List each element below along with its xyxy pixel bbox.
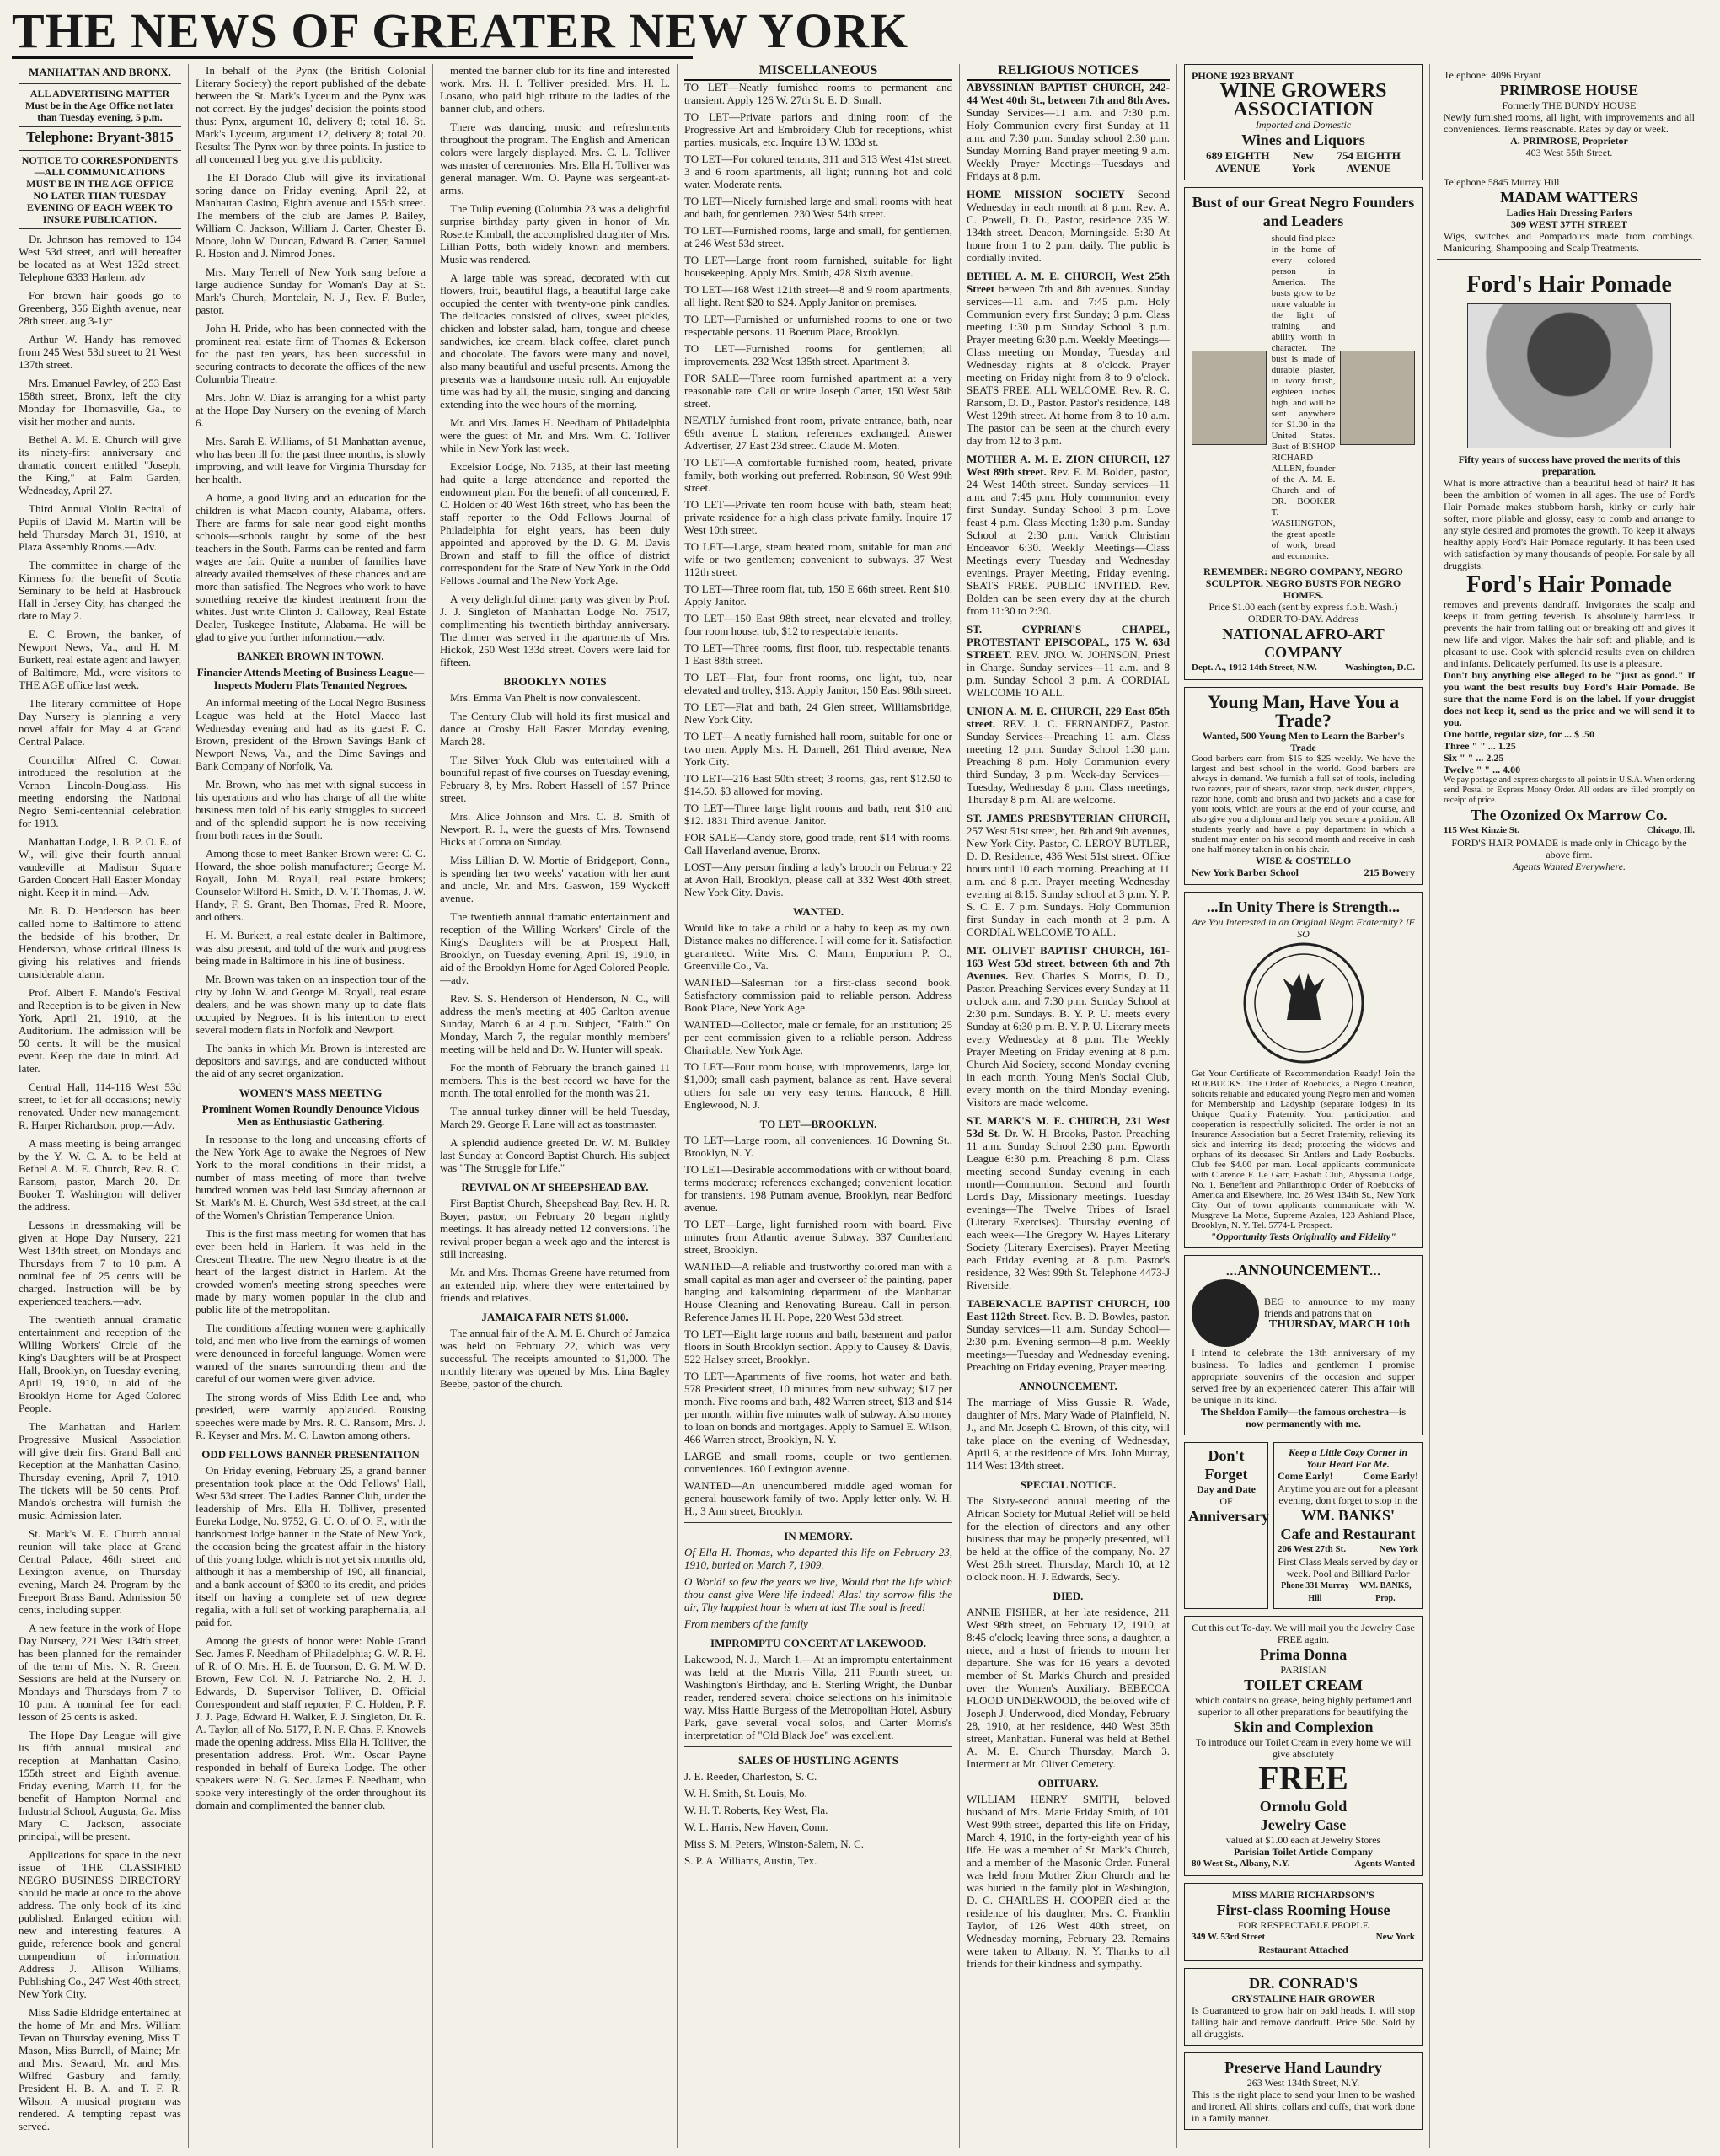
classified-ad: FOR SALE—Candy store, good trade, rent $14 with rooms. Call Haverland avenue, Bronx. bbox=[684, 831, 952, 856]
classified-ad: TO LET—150 East 98th street, near elevated and trolley, four room house, tub, $12 to respectable tenants. bbox=[684, 612, 952, 637]
prima-donna-ad: Cut this out To-day. We will mail you the Jewelry Case FREE again. Prima Donna PARISIAN TOILET CREAM which contains no grease, being highly perfumed and superior to all other preparations for beautifying the Skin and Complexion To introduce our Toilet Cream in every home we will give absolutely FREE Ormolu Gold Jewelry Case valued at $1.00 each at Jewelry Stores Parisian Toilet Article Company 80 West St., Albany, N.Y. Agents Wanted bbox=[1184, 1616, 1423, 1876]
news-brief: The Tulip evening (Columbia 23 was a delightful surprise birthday party given in honor of Mr. Rosette Kimball, the accomplished daughter of Mrs. Lillian Potts, both widely known and members. Music was rendered. bbox=[440, 202, 670, 265]
column-4-classifieds bbox=[678, 64, 960, 2148]
impromptu-text: Lakewood, N. J., March 1.—At an impromptu entertainment was held at the Morris Villa, 211 Fourth street, on Washington's Birthday, and E. Sterling Wright, the Dunbar reader, rendered several choice selections on his inimitable way. Miss Hattie Burgess of the Metropolitan Hotel, Asbury Park, gave several vocal solos, and Carter Morris's interpretation of "Old Black Joe" was excellent. bbox=[684, 1653, 952, 1741]
jamaica-article bbox=[440, 1327, 670, 1390]
news-brief: For brown hair goods go to Greenberg, 356 Eighth avenue, near 28th street. aug 3-1yr bbox=[19, 289, 181, 327]
roebuck-seal-icon bbox=[1240, 940, 1367, 1066]
article-head: BANKER BROWN IN TOWN. bbox=[237, 650, 384, 662]
news-brief: Mrs. John W. Diaz is arranging for a whist party at the Hope Day Nursery on the evening of March 6. bbox=[196, 391, 426, 429]
article-subhead: Financier Attends Meeting of Business League—Inspects Modern Flats Tenanted Negroes. bbox=[196, 666, 425, 691]
news-brief: The annual turkey dinner will be held Tuesday, March 29. George F. Lane will act as toastmaster. bbox=[440, 1105, 670, 1130]
church-listing bbox=[967, 623, 1170, 699]
brooklyn-ad: WANTED—A reliable and trustworthy colored man with a small capital as man ager and overseer of the painting, paper hanging and kalsomining department of the Manhattan House Cleaning and Renovating Bureau. Call in person. Reference James H. H. Pope, 220 West 53d street. bbox=[684, 1260, 952, 1323]
news-brief: A new feature in the work of Hope Day Nursery, 221 West 134th street, has been planned for the remainder of the term of Mrs. N. R. Green. Sessions are held at the Nursery on Mondays and Thursdays from 7 to 10 p.m. A nominal fee for each lesson of 25 cents is asked. bbox=[19, 1622, 181, 1723]
church-name: MOTHER A. M. E. ZION CHURCH, 127 West 89th street. bbox=[967, 453, 1170, 478]
brooklyn-ad: WANTED—An unencumbered middle aged woman for general housework family of two. Apply letter only. W. H. H., 3 Ann street, Brooklyn. bbox=[684, 1479, 952, 1517]
article-paragraph: The strong words of Miss Edith Lee and, who presided, were warmly applauded. Rousing speeches were made by Mrs. R. C. Ransom, Mrs. J. R. Keyser and Mrs. M. C. Lawton among others. bbox=[196, 1391, 426, 1441]
news-brief: The committee in charge of the Kirmess for the benefit of Scotia Seminary to be held at Hasbrouck Hall in Jersey City, has changed the date to May 2. bbox=[19, 559, 181, 622]
church-name: HOME MISSION SOCIETY bbox=[967, 188, 1138, 201]
news-brief: Miss Sadie Eldridge entertained at the home of Mr. and Mrs. William Tevan on Thursday evening, Miss T. Mason, Miss Burrell, of Maine; Mr. and Mrs. Seward, Mr. and Mrs. Wilfred Gasbury and family, President H. B. A. and T. F. R. Wilson. A musical program was rendered. A tempting repast was served. bbox=[19, 2006, 181, 2132]
classified-ad: LOST—Any person finding a lady's brooch on February 22 at Avon Hall, Brooklyn, please call at 332 West 40th street, New York City. Davis. bbox=[684, 861, 952, 898]
wanted-head: WANTED. bbox=[792, 905, 844, 918]
classified-ad: FOR SALE—Three room furnished apartment at a very reasonable rate. Call or write Joseph Carter, 150 West 58th street. bbox=[684, 372, 952, 410]
revival-head: REVIVAL ON AT SHEEPSHEAD BAY. bbox=[461, 1181, 649, 1193]
article-paragraph: The conditions affecting women were graphically told, and men who live from the earnings of women were denounced in forceful language. Women were warned of the snares surrounding them and the careful of our women were given advice. bbox=[196, 1322, 426, 1385]
agents-head: SALES OF HUSTLING AGENTS bbox=[738, 1754, 898, 1767]
miscellaneous-head: MISCELLANEOUS bbox=[684, 64, 952, 81]
news-brief: For the month of February the branch gained 11 members. This is the best record we have for the month. The total enrolled for the month was 21. bbox=[440, 1061, 670, 1099]
classified-ad: TO LET—Flat, four front rooms, one light, tub, near elevated and trolley, $13. Apply Janitor, 150 East 98th street. bbox=[684, 671, 952, 696]
wanted-ads bbox=[684, 921, 952, 1111]
church-name: BETHEL A. M. E. CHURCH, West 25th Street bbox=[967, 270, 1170, 295]
church-details: Sunday Services—11 a.m. and 7:30 p.m. Holy Communion every first Sunday at 11 a.m. and 7:30 p.m. Sunday school 2:30 p.m. Sunday Morning Band prayer meeting 9 a.m. Weekly Prayer Meetings—Tuesdays and Fridays at 8 p.m. bbox=[967, 106, 1170, 182]
col2-briefs bbox=[196, 64, 426, 643]
news-brief: The Hope Day League will give its fifth annual musical and reception at Manhattan Casino, 155th street and Eighth avenue, Friday evening, March 11, for the benefit of Hampton Normal and Industrial School, Augusta, Ga. Miss Mary C. Jackson, associate principal, will be present. bbox=[19, 1729, 181, 1842]
news-brief: Lessons in dressmaking will be given at Hope Day Nursery, 221 West 134th street, on Mondays and Thursdays from 7 to 10 p.m. A nominal fee of 25 cents will be charged. Instruction will be by experienced teachers.—adv. bbox=[19, 1219, 181, 1307]
column-5-religious bbox=[960, 64, 1177, 2148]
classified-ad: TO LET—A comfortable furnished room, heated, private family, both working out preferred. Robinson, 90 West 99th street. bbox=[684, 456, 952, 494]
classified-ad: TO LET—Furnished rooms, large and small, for gentlemen, at 246 West 53d street. bbox=[684, 224, 952, 249]
church-details: REV. J. C. FERNANDEZ, Pastor. Sunday Services—Preaching 11 a.m. Class meeting 12 p.m. Sunday School 1:30 p.m. Preaching 8 p.m. Holy Communion every third Sunday, 3 p.m. Week-day Services—Tuesday, Wednesday 8 p.m. Class meetings, Thursday 8 p.m. All are welcome. bbox=[967, 717, 1170, 806]
article-paragraph: This is the first mass meeting for women that has ever been held in Harlem. It was held in the Crescent Theatre. The new Negro theatre is at the heart of the largest district in Harlem. At the crowded women's meeting strong speeches were made by many women popular in the club and public life of the metropolitan. bbox=[196, 1227, 426, 1316]
col1-briefs bbox=[19, 233, 181, 2132]
news-brief: Mrs. Emma Van Phelt is now convalescent. bbox=[450, 691, 640, 704]
classified-ad: TO LET—Private parlors and dining room of the Progressive Art and Embroidery Club for receptions, whist parties, musicals, etc. Inquire 13 W. 133d st. bbox=[684, 110, 952, 148]
price-list bbox=[1444, 728, 1695, 775]
obituary-head: OBITUARY. bbox=[1037, 1777, 1099, 1789]
classified-ad: TO LET—168 West 121th street—8 and 9 room apartments, all light. Rent $20 to $24. Apply Janitor on premises. bbox=[684, 283, 952, 308]
news-brief: mented the banner club for its fine and interested work. Mrs. H. I. Tolliver presided. Mrs. H. L. Losano, who paid high tribute to the ladies of the banner club, and others. bbox=[440, 64, 670, 115]
classified-ad: TO LET—Flat and bath, 24 Glen street, Williamsbridge, New York City. bbox=[684, 700, 952, 726]
news-brief: St. Mark's M. E. Church annual reunion will take place at Grand Central Palace, 46th street and Lexington avenue, on Thursday evening, March 24. Program by the Freeport Brass Band. Admission 50 cents, including supper. bbox=[19, 1527, 181, 1616]
church-details: Rev. E. M. Bolden, pastor, 24 West 140th street. Sunday services—11 a.m. and 7:45 p.m. Holy communion every first Sunday. Sunday School 3 p.m. Love feast 4 p.m. Class Meeting 1:30 p.m. Sunday School at 2:30 p.m. Varick Christian Endeavor 6:30. Weekly Meetings—Class Meetings every Tuesday and Wednesday evenings. Prayer Meeting, Friday evening. SEATS FREE. PUBLIC INVITED. Rev. Bolden can be seen every day at the church from 11:30 to 2:30. bbox=[967, 465, 1170, 617]
classified-ad: TO LET—216 East 50th street; 3 rooms, gas, rent $12.50 to $14.50. $3 allowed for moving. bbox=[684, 772, 952, 797]
news-brief: Mrs. Emanuel Pawley, of 253 East 158th street, Bronx, left the city Monday for Thomasville, Ga., to visit her mother and aunts. bbox=[19, 377, 181, 427]
article-head: WOMEN'S MASS MEETING bbox=[238, 1086, 383, 1099]
news-brief: Dr. Johnson has removed to 134 West 53d street, and will hereafter be located as at West 132d street. Telephone 6333 Harlem. adv bbox=[19, 233, 181, 283]
wanted-ad: Would like to take a child or a baby to keep as my own. Distance makes no difference. I will come for it. Satisfaction guaranteed. Write Mrs. C. Mann, Emporium P. O., Greenville Co., Va. bbox=[684, 921, 952, 972]
news-brief: Mr. and Mrs. James H. Needham of Philadelphia were the guest of Mr. and Mrs. Wm. C. Tolliver while in New York last week. bbox=[440, 416, 670, 454]
memory-line: Of Ella H. Thomas, who departed this life on February 23, 1910, buried on March 7, 1909. bbox=[684, 1546, 952, 1571]
news-brief: A mass meeting is being arranged by the Y. W. C. A. to be held at Bethel A. M. E. Church, Rev. R. C. Ransom, pastor, March 20. Dr. Booker T. Washington will deliver the address. bbox=[19, 1137, 181, 1213]
church-listing bbox=[967, 1114, 1170, 1291]
brooklyn-ad: TO LET—Apartments of five rooms, hot water and bath, 578 President street, 10 minutes from new subway; $17 per month. Five rooms and bath, 482 Warren street, $13 and $14 per month, within five minutes walk of subway. Also money to loan on bonds and mortgages. Apply to Samuel E. Wilson, 466 Warren street, Brooklyn, N. Y. bbox=[684, 1370, 952, 1445]
church-listing bbox=[967, 812, 1170, 938]
news-brief: The Manhattan and Harlem Progressive Musical Association will give their first Grand Ball and Reception at the Manhattan Casino, Thursday evening, April 7, 1910. The tickets will be 50 cents. Prof. Mando's orchestra will furnish the music. Admission later. bbox=[19, 1420, 181, 1521]
dont-forget-ad: Don't Forget Day and Date OF Anniversary bbox=[1184, 1442, 1268, 1609]
impromptu-head: IMPROMPTU CONCERT AT LAKEWOOD. bbox=[710, 1637, 926, 1649]
church-details: Second Wednesday in each month at 8 p.m. Rev. A. C. Powell, D. D., Pastor, residence 235 W. 134th street. Deacon, Morningside. 5:30 At home from 1 to 2 p.m. daily. The public is cordially invited. bbox=[967, 188, 1170, 264]
news-brief: The El Dorado Club will give its invitational spring dance on Friday evening, April 22, at Manhattan Casino, Eighth avenue and 155th street. The members of the club are James P. Bailey, William C. Jackson, William J. Carter, Chester B. Moore, John W. Duncan, Edward B. Carter, Samuel R. Hoston and J. Nimrod Jones. bbox=[196, 171, 426, 260]
news-brief: There was dancing, music and refreshments throughout the program. The English and American colors were largely displayed. Mrs. C. L. Tolliver was master of ceremonies. Mrs. Ella H. Tolliver was general manager. Wm. O. Payne was sergeant-at-arms. bbox=[440, 121, 670, 196]
news-brief: E. C. Brown, the banker, of Newport News, Va., and H. M. Burkett, real estate agent and lawyer, of Baltimore, Md., were visitors to THE AGE office last week. bbox=[19, 628, 181, 691]
brooklyn-ad: TO LET—Desirable accommodations with or without board, terms moderate; references exchanged; convenient location for transients. 198 Putnam avenue, Brooklyn, near Bedford avenue. bbox=[684, 1163, 952, 1214]
agent-entry: J. E. Reeder, Charleston, S. C. bbox=[684, 1770, 817, 1783]
wanted-ad: WANTED—Collector, male or female, for an institution; 25 per cent commission given to a reliable person. Address Charitable, New York Age. bbox=[684, 1018, 952, 1056]
article-paragraph: The annual fair of the A. M. E. Church of Jamaica was held on February 22, which was very successful. The receipts amounted to $1,000. The monthly literary was opened by Mrs. Lina Bagley Beebe, pastor of the church. bbox=[440, 1327, 670, 1390]
richardson-ad: MISS MARIE RICHARDSON'S First-class Rooming House FOR RESPECTABLE PEOPLE 349 W. 53rd Street New York Restaurant Attached bbox=[1184, 1883, 1423, 1961]
classified-ad: TO LET—Furnished rooms for gentlemen; all improvements. 232 West 135th street. Apartment 3. bbox=[684, 342, 952, 367]
church-details: Rev. Charles S. Morris, D. D., Pastor. Preaching Services every Sunday at 11 o'clock a.m. and 7:30 p.m. Sunday School at 2:30 p.m. Sundays. B. Y. P. U. meets every Sunday at 6:30 p.m. B. Y. P. U. Literary meets every Wednesday at 8 p.m. The Weekly Prayer Meeting on Friday evening at 8 p.m. Church Aid Society, second Monday evening in each month. Young Men's Social Club, every month on the third Monday evening. Visitors are made welcome. bbox=[967, 969, 1171, 1108]
news-brief: In behalf of the Pynx (the British Colonial Literary Society) the report published of the debate between the St. Mark's Lyceum and the Pynx was not correct. By the judges' decision the points stood thus: Pynx, argument 10, delivery 8; total 18. St. Mark's Lyceum, argument 12, delivery 8; total 20. Results: The Pynx won by three points. In justice to all concerned I beg you give this publicity. bbox=[196, 64, 426, 165]
news-brief: A splendid audience greeted Dr. W. M. Bulkley last Sunday at Concord Baptist Church. His subject was "The Struggle for Life." bbox=[440, 1136, 670, 1174]
article-paragraph: Mr. Brown was taken on an inspection tour of the city by John W. and George M. Royall, real estate dealers, and he was shown many up to date flats occupied by Negroes. It is his intention to erect several modern flats in Norfolk and Newport. bbox=[196, 973, 426, 1036]
classified-ad: TO LET—Neatly furnished rooms to permanent and transient. Apply 126 W. 27th St. E. D. Small. bbox=[684, 81, 952, 106]
obituary-text: WILLIAM HENRY SMITH, beloved husband of Mrs. Marie Friday Smith, of 101 West 99th street, departed this life on Friday, March 4, 1910, in the forty-eighth year of his life. He was a member of St. Mark's Church, and a member of the Masonic Order. Funeral was held from Mother Zion Church and he was buried in the family plot in Washington, D. C. CHARLES H. COOPER died at the residence of his daughter, Mrs. C. Franklin Taylor, of 126 West 40th street, on Wednesday morning, February 23. Remains were taken to Albany, N. Y. Thanks to all friends for their kindness and sympathy. bbox=[967, 1793, 1170, 1970]
news-brief: Mrs. Mary Terrell of New York sang before a large audience Sunday for Woman's Day at St. Mark's Church, Montclair, N. J., Rev. F. Butler, pastor. bbox=[196, 265, 426, 316]
agents-list bbox=[684, 1770, 952, 1867]
classified-ad: TO LET—Three large light rooms and bath, rent $10 and $12. 1831 Third avenue. Janitor. bbox=[684, 802, 952, 827]
news-brief: Mr. B. D. Henderson has been called home to Baltimore to attend the bedside of his brother, Dr. Henderson, whose critical illness is giving his relatives and friends considerable alarm. bbox=[19, 904, 181, 980]
announce-text: The marriage of Miss Gussie R. Wade, daughter of Mrs. Mary Wade of Plainfield, N. J., and Mr. Joseph C. Brown, of this city, will take place on the evening of Wednesday, April 6, at the residence of Mrs. John Murray, 114 West 134th street. bbox=[967, 1396, 1170, 1472]
special-text: The Sixty-second annual meeting of the African Society for Mutual Relief will be held for the election of directors and any other business that may be properly presented, will be held at the office of the company, No. 27 West 26th street, Thursday, March 10, at 12 o'clock noon. H. J. Edwards, Sec'y. bbox=[967, 1494, 1170, 1583]
church-details: 257 West 51st street, bet. 8th and 9th avenues, New York City. Pastor, C. LEROY BUTLER, D. D. Residence, 436 West 51st street. Office hours until 10 each morning. Preaching at 11 a.m. and 8 p.m. Prayer meeting Wednesday evening at 8:15. Sunday school at 3 p.m. Y. P. S. C. E. 7 p.m. Sundays. Holy Communion first Sunday in each month at 3 p.m. A CORDIAL WELCOME TO ALL. bbox=[967, 824, 1170, 938]
price-row: Twelve " " ... 4.00 bbox=[1444, 764, 1521, 775]
died-head: DIED. bbox=[1053, 1590, 1084, 1602]
article-paragraph: Mr. Brown, who has met with signal success in his operations and who has charge of all the white business men told of his early struggles to succeed and of the splendid support he is now receiving from both races in the South. bbox=[196, 778, 426, 841]
classified-ad: NEATLY furnished front room, private entrance, bath, near 69th avenue L station, references exchanged. Answer Advertiser, 27 East 23d street. Claude M. Moten. bbox=[684, 414, 952, 452]
special-head: SPECIAL NOTICE. bbox=[1020, 1478, 1117, 1491]
col3-briefs bbox=[440, 64, 670, 1174]
wanted-ad: TO LET—Four room house, with improvements, large lot, $1,000; small cash payment, balance as rent. Have several others for sale on very easy terms. Hancock, 8 Hill, Englewood, N. J. bbox=[684, 1060, 952, 1111]
advertising-notice: ALL ADVERTISING MATTER Must be in the Age Office not later than Tuesday evening, 5 p.m. bbox=[19, 83, 181, 127]
news-brief: Councillor Alfred C. Cowan introduced the resolution at the Vernon Lincoln-Douglass. His meeting endorsing the National Negro Semi-centennial celebration for 1913. bbox=[19, 754, 181, 829]
memory-text bbox=[684, 1546, 952, 1630]
section-head: BROOKLYN NOTES bbox=[503, 675, 607, 688]
banks-cafe-ad: Keep a Little Cozy Corner in Your Heart For Me. Come Early! Come Early! Anytime you are out for a pleasant evening, don't forget to stop in the WM. BANKS' Cafe and Restaurant 206 West 27th St. New York First Class Meals served by day or week. Pool and Billiard Parlor Phone 331 Murray Hill WM. BANKS, Prop. bbox=[1273, 1442, 1423, 1609]
news-brief: The twentieth annual dramatic entertainment and reception of the Willing Workers' Circle of the King's Daughters will be at Prospect Hall, Brooklyn, on Tuesday evening, April 19, 1910, in aid of the Brooklyn Home for Aged Colored People. bbox=[19, 1313, 181, 1414]
article-paragraph: First Baptist Church, Sheepshead Bay, Rev. H. R. Boyer, pastor, on February 20 began nightly meetings. It has already netted 12 conversions. The revival proper began a week ago and the interest is still increasing. bbox=[440, 1197, 670, 1260]
classified-ad: TO LET—A neatly furnished hall room, suitable for one or two men. Apply Mrs. H. Darnell, 261 Third avenue, New York City. bbox=[684, 730, 952, 768]
article-paragraph: Among the guests of honor were: Noble Grand Sec. James F. Needham of Philadelphia; G. W. R. H. of R. of O. Mrs. H. E. de Toorson, D. G. M. W. D. Brown, Few Col. N. J. Patriarche No. 2, H. J. Edwards, D. Supervisor Tolliver, D. Official Correspondent and staff reporter, F. C. Holden, P. F. J. J. Page, Edward H. Walker, P. J. Singleton, Dr. R. A. Taylor, all of No. 5177, P. N. F. Chas. F. Knowels made the opening address. Miss Ella H. Tolliver, the presentation address. Prof. Wm. Oscar Payne responded in behalf of Eureka Lodge. The other speakers were: N. G. Sec. James F. Needham, who spoke very interestingly of the order throughout its domain and complimented the banner club. bbox=[196, 1634, 426, 1811]
classified-ad: TO LET—Nicely furnished large and small rooms with heat and bath, for gentlemen. 230 West 54th street. bbox=[684, 195, 952, 220]
news-brief: The twentieth annual dramatic entertainment and reception of the Willing Workers' Circle of the King's Daughters will be at Prospect Hall, Brooklyn, on Tuesday evening, April 19, 1910, in aid of the Brooklyn Home for Aged Colored People.—adv. bbox=[440, 910, 670, 986]
agent-entry: W. H. T. Roberts, Key West, Fla. bbox=[684, 1804, 828, 1816]
jamaica-head: JAMAICA FAIR NETS $1,000. bbox=[481, 1311, 629, 1323]
memory-line: O World! so few the years we live, Would that the life which thou canst give Were life indeed! Alas! thy sorrow fills the air, Thy happiest hour is when at last The soul is freed! bbox=[684, 1575, 952, 1613]
news-brief: Mrs. Sarah E. Williams, of 51 Manhattan avenue, who has been ill for the past three months, is slowly improving, and will leave for Virginia Thursday for her health. bbox=[196, 435, 426, 485]
agent-entry: S. P. A. Williams, Austin, Tex. bbox=[684, 1854, 817, 1867]
church-name: UNION A. M. E. CHURCH, 229 East 85th street. bbox=[967, 705, 1170, 730]
price-row: Three " " ... 1.25 bbox=[1444, 740, 1516, 752]
classified-ad: TO LET—Private ten room house with bath, steam heat; private residence for a high class private family. Inquire 17 West 10th street. bbox=[684, 498, 952, 536]
news-brief: Rev. S. S. Henderson of Henderson, N. C., will address the men's meeting at 405 Carlton avenue Sunday, March 6 at 4 p.m. Subject, "Faith." On Monday, March 7, the regular monthly members' meeting will be held and Dr. W. Hunter will speak. bbox=[440, 992, 670, 1055]
classified-ad: TO LET—Large, steam heated room, suitable for man and wife or two gentlemen; convenient to subways. 37 West 112th street. bbox=[684, 540, 952, 578]
church-name: ST. MARK'S M. E. CHURCH, 231 West 53d St. bbox=[967, 1114, 1170, 1140]
unity-ad: ...In Unity There is Strength... Are You Interested in an Original Negro Fraternity? IF SO Get Your Certificate of Recommendation Ready! Join the ROEBUCKS. The Order of Roebucks, a Negro Creation, solicits reliable and educated young Negro men and women for Membership and Ladyship (separate lodges) in its Unique Quality Fraternity. Your participation and cooperation is respectfully solicited. The order is not an Insurance Association but a Secret Fraternity, relieving its sick and interring its dead; protecting the widows and orphans of its deceased Sir Antlers and Lady Roebucks. Club fee $4.00 per man. Local applicants communicate with Clarence F. Le Garr, Hashab Club, Abyssinia Lodge, No. 1, Benefient and Philanthropic Order of Roebucks of America and Elsewhere, Inc. 26 West 134th St., New York City. Out of town applicants communicate with W. Musgrave La Motte, Supreme Azalea, 123 Ashland Place, Brooklyn, N. Y. Tel. 5774-L Prospect. "Opportunity Tests Originality and Fidelity" bbox=[1184, 892, 1423, 1248]
price-row: One bottle, regular size, for ... $ .50 bbox=[1444, 728, 1594, 740]
column-2 bbox=[189, 64, 433, 2148]
news-brief: John H. Pride, who has been connected with the prominent real estate firm of Thomas & Eckerson for the past ten years, has been successful in securing contracts to decorate the offices of the new Columbia Theatre. bbox=[196, 322, 426, 385]
church-name: ABYSSINIAN BAPTIST CHURCH, 242-44 West 40th St., between 7th and 8th Aves. bbox=[967, 81, 1170, 106]
brooklyn-ad: TO LET—Eight large rooms and bath, basement and parlor floors in South Brooklyn section. Apply to Causey & Davis, 522 Halsey street, Brooklyn. bbox=[684, 1327, 952, 1365]
church-listing bbox=[967, 944, 1170, 1108]
bust-ad: Bust of our Great Negro Founders and Leaders should find place in the home of every colored person in America. The busts grow to be more valuable in the light of training and ability worth in character. The bust is made of durable plaster, in ivory finish, eighteen inches high, and will be sent anywhere for $1.00 in the United States. Bust of BISHOP RICHARD ALLEN, founder of the A. M. E. Church and of DR. BOOKER T. WASHINGTON, the great apostle of work, bread and economics. REMEMBER: NEGRO COMPANY, NEGRO SCULPTOR. NEGRO BUSTS FOR NEGRO HOMES. Price $1.00 each (sent by express f.o.b. Wash.) ORDER TO-DAY. Address NATIONAL AFRO-ART COMPANY Dept. A., 1912 14th Street, N.W. Washington, D.C. bbox=[1184, 187, 1423, 680]
telephone-notice: Telephone: Bryant-3815 bbox=[26, 129, 174, 145]
agent-entry: W. H. Smith, St. Louis, Mo. bbox=[684, 1787, 807, 1799]
brooklyn-ad: TO LET—Large room, all conveniences, 16 Downing St., Brooklyn, N. Y. bbox=[684, 1134, 952, 1159]
article-paragraph: An informal meeting of the Local Negro Business League was held at the Hotel Maceo last Wednesday evening and had as its guest F. C. Brown, president of the Brown Savings Bank of Newport News, Va., and the Dime Savings and Bank Company of Norfolk, Va. bbox=[196, 696, 426, 772]
news-brief: The Century Club will hold its first musical and dance at Crosby Hall Easter Monday evening, March 28. bbox=[440, 710, 670, 748]
article-paragraph: Mr. and Mrs. Thomas Greene have returned from an extended trip, where they were entertained by friends and relatives. bbox=[440, 1266, 670, 1304]
church-listing bbox=[967, 81, 1170, 182]
church-name: ST. JAMES PRESBYTERIAN CHURCH, bbox=[967, 812, 1170, 824]
news-brief: The Silver Yock Club was entertained with a bountiful repast of five courses on Tuesday evening, February 8, by Mrs. Robert Hassell of 157 Prince street. bbox=[440, 754, 670, 804]
wine-ad: PHONE 1923 BRYANT WINE GROWERS ASSOCIATION Imported and Domestic Wines and Liquors 689 EIGHTH AVENUE New York 754 EIGHTH AVENUE bbox=[1184, 64, 1423, 180]
news-brief: Mrs. Alice Johnson and Mrs. C. B. Smith of Newport, R. I., were the guests of Mrs. Townsend Hicks at Corona on Sunday. bbox=[440, 810, 670, 848]
conrad-ad: DR. CONRAD'S CRYSTALINE HAIR GROWER Is Guaranteed to grow hair on bald heads. It will stop falling hair and remove dandruff. Price 50c. Sold by all druggists. bbox=[1184, 1968, 1423, 2046]
church-listing bbox=[967, 453, 1170, 617]
news-brief: A large table was spread, decorated with cut flowers, fruit, beautiful flags, a beautiful large cake occupied the center with twenty-one pink candles. The delicacies consisted of olives, sweet pickles, chicken and lobster salad, ham, tongue and cheese sandwiches, ice cream, black coffee, claret punch and chocolate. The favors were many and novel, also many beautiful and useful presents. Among the presents was a handsome music roll. An enjoyable time was had by all, the music, singing and dancing extending into the wee hours of the morning. bbox=[440, 271, 670, 410]
news-brief: The literary committee of Hope Day Nursery is planning a very novel affair for May 4 at Grand Central Palace. bbox=[19, 697, 181, 748]
news-brief: Central Hall, 114-116 West 53d street, to let for all occasions; newly renovated. Under new management. R. Harper Richardson, prop.—Adv. bbox=[19, 1081, 181, 1131]
classified-ad: TO LET—Large front room furnished, suitable for light housekeeping. Apply Mrs. Smith, 428 Sixth avenue. bbox=[684, 254, 952, 279]
dont-forget-row bbox=[1184, 1442, 1423, 1609]
religious-head: RELIGIOUS NOTICES bbox=[967, 64, 1170, 81]
classified-ad: TO LET—Furnished or unfurnished rooms to one or two respectable persons. 11 Boerum Place, Brooklyn. bbox=[684, 313, 952, 338]
church-listing bbox=[967, 1297, 1170, 1373]
memory-line: From members of the family bbox=[684, 1617, 808, 1630]
news-brief: Bethel A. M. E. Church will give its ninety-first anniversary and dramatic concert entitled "Joseph, the King," at Palm Garden, Wednesday, April 27. bbox=[19, 433, 181, 496]
bust-portrait-allen bbox=[1192, 351, 1267, 445]
brooklyn-head: TO LET—BROOKLYN. bbox=[759, 1118, 877, 1130]
announce-head: ANNOUNCEMENT. bbox=[1019, 1380, 1117, 1392]
column-3 bbox=[433, 64, 678, 2148]
article-paragraph: The banks in which Mr. Brown is interested are depositors and savings, and are conducted without the aid of any secret organization. bbox=[196, 1042, 426, 1080]
died-text: ANNIE FISHER, at her late residence, 211 West 98th street, on February 12, 1910, at 8:45 o'clock; leaving three sons, a daughter, a niece, and a host of friends to mourn her departure. She was for 16 years a devoted member of St. Mark's Church and presided over the Women's Auxiliary. BEBECCA FLOOD UNDERWOOD, the beloved wife of Joseph J. Underwood, died Monday, February 28, 1910, at her residence, 440 West 35th street, Manhattan. Funeral was held at Bethel A. M. E. Church Thursday, March 3. Interment at Mt. Olivet Cemetery. bbox=[967, 1606, 1170, 1770]
columns bbox=[12, 64, 1708, 2148]
article-paragraph: Among those to meet Banker Brown were: C. C. Howard, the shoe polish manufacturer; George M. Royall, John M. Royall, real estate brokers; Counselor Wilford H. Smith, D. V. T. Thomas, J. W. Handy, F. S. Grant, Ben Thomas, Fred R. Moore, and others. bbox=[196, 847, 426, 923]
news-brief: A home, a good living and an education for the children is what Macon county, Alabama, offers. There are farms for sale near good eight months schools—schools taught by some of the best teachers in the South. Farms can be rented and farm wages are fair. Quite a number of families have already availed themselves of these chances and are more than satisfied. The Negroes who work to have something receive the kindest treatment from the whites. Just write Clinton J. Calloway, Real Estate Dealer, Tuskegee Institute, Alabama. He will be glad to give you further information.—adv. bbox=[196, 491, 426, 643]
news-brief: Arthur W. Handy has removed from 245 West 53d street to 21 West 137th street. bbox=[19, 333, 181, 371]
news-brief: Excelsior Lodge, No. 7135, at their last meeting had quite a large attendance and reported the endowment plan. For the benefit of all concerned, F. C. Holden of 40 West 16th street, who has been the staff reporter to the Odd Fellows Journal of Philadelphia for eight years, has been duly appointed and approved by the D. G. M. Davis Brown and staff to fill the office of district correspondent for the State of New York in the Odd Fellows Journal and The New York Age. bbox=[440, 460, 670, 587]
news-brief: Applications for space in the next issue of THE CLASSIFIED NEGRO BUSINESS DIRECTORY should be made at once to the above address. The only book of its kind published. Enlarged edition with new and interesting features. A guide, reference book and general compendium of information. Address J. Allison Williams, Publishing Co., 247 West 40th street, New York City. bbox=[19, 1848, 181, 2000]
column-1 bbox=[12, 64, 189, 2148]
column-6-ads bbox=[1177, 64, 1430, 2148]
laundry-ad: Preserve Hand Laundry 263 West 134th Street, N.Y. This is the right place to send your linen to be washed and ironed. All shirts, collars and cuffs, that work done in a family manner. bbox=[1184, 2052, 1423, 2130]
watters-ad: Telephone 5845 Murray Hill MADAM WATTERS Ladies Hair Dressing Parlors 309 WEST 37TH STREET Wigs, switches and Pompadours made from combings. Manicuring, Shampooing and Scalp Treatments. bbox=[1437, 171, 1701, 260]
article-paragraph: In response to the long and unceasing efforts of the New York Age to awake the Negroes of New York to the moral conditions in their midst, a number of mass meeting of more than twelve hundred women was held last Sunday afternoon at St. Mark's M. E. Church, West 53d street, at the call of the Women's Christian Temperance Union. bbox=[196, 1133, 426, 1221]
church-listing bbox=[967, 705, 1170, 806]
header-bar bbox=[12, 3, 1708, 59]
church-listing bbox=[967, 188, 1170, 264]
news-brief: A very delightful dinner party was given by Prof. J. J. Singleton of Manhattan Lodge No. 7517, complimenting his twentieth birthday anniversary. The dinner was served in the apartments of Mrs. Hickok, 250 West 133d street. Covers were laid for fifteen. bbox=[440, 593, 670, 668]
correspondents-notice: NOTICE TO CORRESPONDENTS—ALL COMMUNICATIONS MUST BE IN THE AGE OFFICE NO LATER THAN TUESDAY EVENING OF EACH WEEK TO INSURE PUBLICATION. bbox=[19, 150, 181, 229]
primrose-ad: Telephone: 4096 Bryant PRIMROSE HOUSE Formerly THE BUNDY HOUSE Newly furnished rooms, all light, with improvements and all conveniences. Terms reasonable. Rates by day or week. A. PRIMROSE, Proprietor 403 West 55th Street. bbox=[1437, 64, 1701, 164]
news-brief: Third Annual Violin Recital of Pupils of David M. Martin will be held Thursday March 31, 1910, at Plaza Assembly Rooms.—Adv. bbox=[19, 502, 181, 553]
proprietor-portrait bbox=[1192, 1279, 1259, 1347]
church-name: ST. CYPRIAN'S CHAPEL, PROTESTANT EPISCOPAL, 175 W. 63d STREET. bbox=[967, 623, 1170, 661]
news-brief: Miss Lillian D. W. Mortie of Bridgeport, Conn., is spending her two weeks' vacation with her aunt and uncle, Mr. and Mrs. Gaswon, 159 Wyckoff avenue. bbox=[440, 854, 670, 904]
brooklyn-ad: TO LET—Large, light furnished room with board. Five minutes from Atlantic avenue Subway. 337 Cumberland street, Brooklyn. bbox=[684, 1218, 952, 1256]
barber-ad: Young Man, Have You a Trade? Wanted, 500 Young Men to Learn the Barber's Trade Good barbers earn from $15 to $25 weekly. We have the largest and best school in the world. Good barbers are always in demand. We furnish a full set of tools, including two razors, pair of shears, razor strop, neck duster, clippers, razor hone, comb and brush and two jackets and a case for your tools, which are yours at the end of your course, and also give you a diploma and help you secure a position. All students yearly and have a pay department in which a student may enter on his second month and receive in cash one-half money taken in on his chair. WISE & COSTELLO New York Barber School 215 Bowery bbox=[1184, 687, 1423, 885]
announcement-ad: ...ANNOUNCEMENT... BEG to announce to my many friends and patrons that on THURSDAY, MARCH 10th I intend to celebrate the 13th anniversary of my business. To ladies and gentlemen I promise appropriate souvenirs of the occasion and supper served free by an experienced caterer. This affair will be unique in its kind. The Sheldon Family—the famous orchestra—is now permanently with me. bbox=[1184, 1255, 1423, 1435]
classified-ad: TO LET—For colored tenants, 311 and 313 West 41st street, 3 and 6 room apartments, all light; running hot and cold water. Moderate rents. bbox=[684, 153, 952, 190]
bust-portrait-washington bbox=[1340, 351, 1415, 445]
church-details: between 7th and 8th avenues. Sunday services—11 a.m. and 7:45 p.m. Holy Communion every first Sunday; 3 p.m. Class meeting 1:30 p.m. Sunday School 3 p.m. Prayer meeting 6:30 p.m. Weekly Meetings—Class meeting on Monday, Tuesday and Wednesday nights at 8 o'clock. Prayer meeting on Friday night from 8 to 9 o'clock. SEATS FREE. ALL WELCOME. Rev. R. C. Ransom, D. D., Pastor. Pastor's residence, 148 West 129th street. At home from 8 to 10 a.m. The pastor can be seen at the church every day from 12 to 3 p.m. bbox=[967, 282, 1170, 447]
brooklyn-ads bbox=[684, 1134, 952, 1517]
article-paragraph: H. M. Burkett, a real estate dealer in Baltimore, was also present, and told of the work and progress being made in Baltimore in his line of business. bbox=[196, 929, 426, 967]
church-name: MT. OLIVET BAPTIST CHURCH, 161-163 West 53d street, between 6th and 7th Avenues. bbox=[967, 944, 1170, 982]
col2-articles bbox=[196, 650, 426, 1811]
news-brief: Manhattan Lodge, I. B. P. O. E. of W., will give their fourth annual vaudeville at Madison Square Garden Concert Hall Easter Monday night. Keep it in mind.—Adv. bbox=[19, 835, 181, 898]
column-7-ads bbox=[1430, 64, 1708, 2148]
church-listings bbox=[967, 81, 1170, 1373]
church-details: REV. JNO. W. JOHNSON, Priest in Charge. Sunday services—11 a.m. and 8 p.m. Sunday School 3 p.m. A CORDIAL WELCOME TO ALL. bbox=[967, 648, 1170, 699]
classified-ad: TO LET—Three room flat, tub, 150 E 66th street. Rent $10. Apply Janitor. bbox=[684, 582, 952, 608]
price-row: Six " " ... 2.25 bbox=[1444, 752, 1504, 764]
brooklyn-ad: LARGE and small rooms, couple or two gentlemen, conveniences. 160 Lexington avenue. bbox=[684, 1450, 952, 1475]
pomade-portrait bbox=[1467, 303, 1671, 448]
article-subhead: Prominent Women Roundly Denounce Vicious Men as Enthusiastic Gathering. bbox=[201, 1102, 420, 1128]
article-paragraph: On Friday evening, February 25, a grand banner presentation took place at the Odd Fellows' Hall, West 53d street. The Ladies' Banner Club, under the leadership of Mrs. Ella H. Tolliver, presented Eureka Lodge, No. 9752, G. U. O. of O. F., with the handsomest lodge banner in the State of New York, the occasion being the greatest affair in the history of this young lodge, which is not yet six months old, although it has a membership of 190, all financial, and a bank account of $300 to its credit, and prides itself on having a complete set of new degree regalia, with a full set of working paraphernalia, all paid for. bbox=[196, 1464, 426, 1628]
church-details: Dr. W. H. Brooks, Pastor. Preaching 11 a.m. Sunday School 2:30 p.m. Epworth League 6:30 p.m. Preaching 8 p.m. Class meeting second Sunday evening in each month—Communion. Second and fourth Lord's Day, Missionary meetings. Tuesday evenings—The Twelve Tribes of Israel (Literary Exercises). Thursday evening of each week—The Gregory W. Hayes Literary Society (Literary Exercises). Prayer Meeting each Friday evening at 8 p.m. Pastor's residence, 32 West 99th St. Telephone 4473-J Riverside. bbox=[967, 1127, 1170, 1291]
article-head: ODD FELLOWS BANNER PRESENTATION bbox=[201, 1448, 420, 1461]
church-listing bbox=[967, 270, 1170, 447]
memory-head: IN MEMORY. bbox=[784, 1530, 853, 1542]
fords-pomade-ad: Ford's Hair Pomade Fifty years of success have proved the merits of this preparation. What is more attractive than a beautiful head of hair? It has been the ambition of women in all ages. The use of Ford's Hair Pomade makes stubborn harsh, kinky or curly hair softer, more pliable and glossy, easy to comb and arrange to any style desired and promotes the growth. To keep it always healthy apply Ford's Hair Pomade regularly. It has been used with satisfaction by many thousands of people. For sale by all druggists. Ford's Hair Pomade removes and prevents dandruff. Invigorates the scalp and keeps it from getting feverish. Is absolutely harmless. It prevents the hair from falling out or breaking off and gives it new life and vigor. Makes the hair soft and pliable, and is pleasant to use. Cook with splendid results even on children and infants. Delicately perfumed. Its use is a pleasure. Don't buy anything else alleged to be "just as good." If you want the best results buy Ford's Hair Pomade. Be sure that the name Ford is on the label. If your druggist does not keep it, send us the price and we will send it to you. One bottle, regular size, for ... $ .50 Three " " ... 1.25 Six " " ... 2.25 Twelve " " ... 4.00 We pay postage and express charges to all points in U.S.A. When ordering send Postal or Express Money Order. All orders are filled promptly on receipt of price. The Ozonized Ox Marrow Co. 115 West Kinzie St. Chicago, Ill. FORD'S HAIR POMADE is made only in Chicago by the above firm. Agents Wanted Everywhere. bbox=[1444, 271, 1695, 872]
classified-ads bbox=[684, 81, 952, 898]
agent-entry: Miss S. M. Peters, Winston-Salem, N. C. bbox=[684, 1837, 865, 1850]
news-brief: Prof. Albert F. Mando's Festival and Reception is to be given in New York, April 21, 1910, at the Auditorium. The admission will be 50 cents. It will be the musical event. Keep the date in mind. Ad. later. bbox=[19, 986, 181, 1075]
classified-ad: TO LET—Three rooms, first floor, tub, respectable tenants. 1 East 88th street. bbox=[684, 641, 952, 667]
borough-head: MANHATTAN AND BRONX. bbox=[29, 66, 171, 78]
agent-entry: W. L. Harris, New Haven, Conn. bbox=[684, 1821, 828, 1833]
revival-article bbox=[440, 1197, 670, 1304]
masthead-title: THE NEWS OF GREATER NEW YORK bbox=[12, 3, 909, 58]
wanted-ad: WANTED—Salesman for a first-class second book. Satisfactory commission paid to reliable person. Address Book Place, New York Age. bbox=[684, 976, 952, 1014]
church-details: Rev. B. D. Bowles, pastor. Sunday services—11 a.m. Sunday School—2:30 p.m. Evening sermon—8 p.m. Weekly meetings—Tuesday and Wednesday evening. Preaching on Friday evening, Prayer meeting. bbox=[967, 1310, 1170, 1373]
church-name: TABERNACLE BAPTIST CHURCH, 100 East 112th Street. bbox=[967, 1297, 1170, 1322]
